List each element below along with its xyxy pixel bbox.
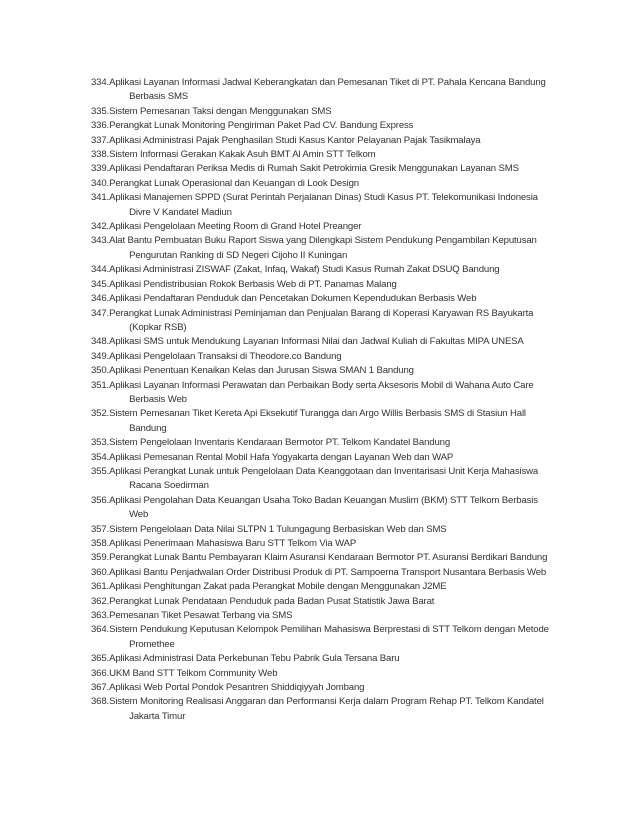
item-number: 367. xyxy=(91,682,110,694)
list-item xyxy=(91,364,571,378)
item-title-text: Alat Bantu Pembuatan Buku Raport Siswa yang Dilengkapi Sistem Pendukung Pengambilan Keputusan xyxy=(109,235,537,247)
item-number: 337. xyxy=(91,134,110,146)
item-number: 347. xyxy=(91,307,110,319)
item-title xyxy=(109,667,571,681)
item-title-text: Perangkat Lunak Administrasi Peminjaman dan Penjualan Barang di Koperasi Karyawan RS Bayukarta xyxy=(109,307,534,319)
item-title-text: Aplikasi Bantu Penjadwalan Order Distribusi Produk di PT. Sampoerna Transport Nusantara Berbasis Web xyxy=(109,566,547,578)
item-number: 341. xyxy=(91,192,110,204)
item-title xyxy=(109,234,571,263)
list-item xyxy=(91,234,571,263)
item-number: 362. xyxy=(91,595,110,607)
item-title xyxy=(109,191,571,220)
item-title-text: Aplikasi Pengolahan Data Keuangan Usaha Toko Badan Keuangan Muslim (BKM) STT Telkom Berbasis xyxy=(109,494,538,506)
item-title xyxy=(109,263,571,277)
item-title xyxy=(109,523,571,537)
item-title-text: Sistem Monitoring Realisasi Anggaran dan Performansi Kerja dalam Program Rehap PT. Telkom Kandatel xyxy=(109,696,544,708)
item-title-text: Aplikasi Pendaftaran Penduduk dan Pencetakan Dokumen Kependudukan Berbasis Web xyxy=(109,293,477,305)
item-number: 336. xyxy=(91,120,110,132)
item-title xyxy=(109,350,571,364)
list-item xyxy=(91,451,571,465)
list-item xyxy=(91,494,571,523)
item-title xyxy=(109,335,571,349)
item-title xyxy=(109,379,571,408)
item-number: 351. xyxy=(91,379,110,391)
list-item xyxy=(91,263,571,277)
item-title xyxy=(109,278,571,292)
item-title-text: Aplikasi Layanan Informasi Perawatan dan Perbaikan Body serta Aksesoris Mobil di Wahana Auto Care xyxy=(109,379,534,391)
item-title-text: Perangkat Lunak Bantu Pembayaran Klaim Asuransi Kendaraan Bermotor PT. Asuransi Berdikari Bandung xyxy=(109,552,548,564)
list-item xyxy=(91,436,571,450)
item-number: 346. xyxy=(91,293,110,305)
item-title xyxy=(109,407,571,436)
list-item xyxy=(91,609,571,623)
item-title xyxy=(109,119,571,133)
item-title xyxy=(109,580,571,594)
item-title xyxy=(109,220,571,234)
item-number: 350. xyxy=(91,365,110,377)
list-item xyxy=(91,76,571,105)
item-number: 340. xyxy=(91,177,110,189)
item-number: 338. xyxy=(91,149,110,161)
list-item xyxy=(91,407,571,436)
list-item xyxy=(91,681,571,695)
item-title-text: Aplikasi Perangkat Lunak untuk Pengelolaan Data Keanggotaan dan Inventarisasi Unit Kerja Mahasiswa xyxy=(109,465,539,477)
list-item xyxy=(91,652,571,666)
item-number: 335. xyxy=(91,105,110,117)
item-title xyxy=(109,364,571,378)
item-title xyxy=(109,177,571,191)
item-title-continuation: Divre V Kandatel Madiun xyxy=(129,206,232,218)
list-item xyxy=(91,537,571,551)
list-item xyxy=(91,191,571,220)
item-number: 345. xyxy=(91,278,110,290)
item-title xyxy=(109,623,571,652)
list-item xyxy=(91,148,571,162)
item-title xyxy=(109,105,571,119)
item-number: 368. xyxy=(91,696,110,708)
item-title xyxy=(109,551,571,565)
item-title-text: Aplikasi Administrasi ZISWAF (Zakat, Infaq, Wakaf) Studi Kasus Rumah Zakat DSUQ Bandung xyxy=(109,264,500,276)
list-item xyxy=(91,379,571,408)
list-item xyxy=(91,551,571,565)
list-item xyxy=(91,134,571,148)
item-title-text: Aplikasi Pengelolaan Meeting Room di Grand Hotel Preanger xyxy=(109,221,362,233)
item-title-text: Aplikasi Penentuan Kenaikan Kelas dan Jurusan Siswa SMAN 1 Bandung xyxy=(109,365,414,377)
item-title-continuation: Promethee xyxy=(129,638,175,650)
list-item xyxy=(91,220,571,234)
item-title-text: Sistem Pengelolaan Data Nilai SLTPN 1 Tulungagung Berbasiskan Web dan SMS xyxy=(109,523,447,535)
item-title xyxy=(109,681,571,695)
item-number: 357. xyxy=(91,523,110,535)
item-title xyxy=(109,566,571,580)
list-item xyxy=(91,307,571,336)
item-number: 342. xyxy=(91,221,110,233)
list-item xyxy=(91,162,571,176)
item-number: 356. xyxy=(91,494,110,506)
item-number: 334. xyxy=(91,77,110,88)
item-number: 366. xyxy=(91,667,110,679)
item-title-text: Aplikasi Pemesanan Rental Mobil Hafa Yogyakarta dengan Layanan Web dan WAP xyxy=(109,451,454,463)
item-title-text: Sistem Pemesanan Tiket Kereta Api Eksekutif Turangga dan Argo Willis Berbasis SMS di Stasiun Hall xyxy=(109,408,526,420)
item-title xyxy=(109,451,571,465)
item-title-continuation: Bandung xyxy=(129,422,167,434)
item-title-text: UKM Band STT Telkom Community Web xyxy=(109,667,278,679)
item-title-text: Sistem Pengelolaan Inventaris Kendaraan Bermotor PT. Telkom Kandatel Bandung xyxy=(109,437,451,449)
item-number: 343. xyxy=(91,235,110,247)
item-title-continuation: Web xyxy=(129,509,149,521)
item-number: 361. xyxy=(91,581,110,593)
item-title xyxy=(109,494,571,523)
list-item xyxy=(91,566,571,580)
list-item xyxy=(91,335,571,349)
item-title-text: Aplikasi SMS untuk Mendukung Layanan Informasi Nilai dan Jadwal Kuliah di Fakultas MIPA UNESA xyxy=(109,336,524,348)
item-title-text: Sistem Pemesanan Taksi dengan Menggunakan SMS xyxy=(109,105,332,117)
item-number: 355. xyxy=(91,465,110,477)
list-item xyxy=(91,695,571,724)
item-title-text: Aplikasi Administrasi Pajak Penghasilan Studi Kasus Kantor Pelayanan Pajak Tasikmalaya xyxy=(109,134,481,146)
item-title xyxy=(109,436,571,450)
item-title-text: Sistem Informasi Gerakan Kakak Asuh BMT Al Amin STT Telkom xyxy=(109,149,376,161)
item-title xyxy=(109,595,571,609)
list-item xyxy=(91,523,571,537)
item-title xyxy=(109,76,571,105)
list-item xyxy=(91,623,571,652)
item-title-continuation: Berbasis SMS xyxy=(129,91,189,103)
item-number: 358. xyxy=(91,538,110,549)
item-number: 365. xyxy=(91,653,110,665)
item-title-text: Aplikasi Pengelolaan Transaksi di Theodore.co Bandung xyxy=(109,350,342,362)
list-item xyxy=(91,465,571,494)
item-title-text: Aplikasi Manajemen SPPD (Surat Perintah Perjalanan Dinas) Studi Kasus PT. Telekomunikasi Indonesia xyxy=(109,192,538,204)
item-title xyxy=(109,134,571,148)
item-title-text: Aplikasi Pendaftaran Periksa Medis di Rumah Sakit Petrokimia Gresik Menggunakan Layanan SMS xyxy=(109,163,519,175)
item-number: 352. xyxy=(91,408,110,420)
list-item xyxy=(91,105,571,119)
item-number: 349. xyxy=(91,350,110,362)
list-item xyxy=(91,278,571,292)
item-title-text: Perangkat Lunak Pendataan Penduduk pada Badan Pusat Statistik Jawa Barat xyxy=(109,595,435,607)
item-title xyxy=(109,652,571,666)
item-title-text: Aplikasi Penerimaan Mahasiswa Baru STT Telkom Via WAP xyxy=(109,538,357,549)
item-number: 339. xyxy=(91,163,110,175)
item-title-text: Perangkat Lunak Monitoring Pengiriman Paket Pad CV. Bandung Express xyxy=(109,120,414,132)
item-title-continuation: Pengurutan Ranking di SD Negeri Cijoho II Kuningan xyxy=(129,249,348,261)
item-title xyxy=(109,465,571,494)
item-title xyxy=(109,162,571,176)
item-title-continuation: Jakarta Timur xyxy=(129,710,186,722)
item-number: 354. xyxy=(91,451,110,463)
item-number: 364. xyxy=(91,624,110,636)
item-number: 359. xyxy=(91,552,110,564)
item-title-text: Perangkat Lunak Operasional dan Keuangan di Look Design xyxy=(109,177,359,189)
item-number: 360. xyxy=(91,566,110,578)
list-item xyxy=(91,595,571,609)
list-item xyxy=(91,177,571,191)
item-title xyxy=(109,537,571,551)
list-item xyxy=(91,350,571,364)
thesis-title-list xyxy=(91,76,571,724)
item-number: 353. xyxy=(91,437,110,449)
item-title xyxy=(109,307,571,336)
item-title-text: Aplikasi Web Portal Pondok Pesantren Shiddiqiyyah Jombang xyxy=(109,682,365,694)
list-item xyxy=(91,292,571,306)
item-number: 363. xyxy=(91,610,110,622)
item-title xyxy=(109,695,571,724)
item-title-text: Pemesanan Tiket Pesawat Terbang via SMS xyxy=(109,610,293,622)
item-number: 344. xyxy=(91,264,110,276)
list-item xyxy=(91,119,571,133)
item-title-text: Sistem Pendukung Keputusan Kelompok Pemilihan Mahasiswa Berprestasi di STT Telkom dengan Metode xyxy=(109,624,549,636)
list-item xyxy=(91,667,571,681)
item-title-text: Aplikasi Penghitungan Zakat pada Perangkat Mobile dengan Menggunakan J2ME xyxy=(109,581,447,593)
item-number: 348. xyxy=(91,336,110,348)
item-title-continuation: Racana Soedirman xyxy=(129,480,209,492)
item-title-continuation: Berbasis Web xyxy=(129,393,187,405)
item-title-continuation: (Kopkar RSB) xyxy=(129,321,187,333)
item-title-text: Aplikasi Administrasi Data Perkebunan Tebu Pabrik Gula Tersana Baru xyxy=(109,653,400,665)
item-title xyxy=(109,292,571,306)
item-title-text: Aplikasi Pendistribusian Rokok Berbasis Web di PT. Panamas Malang xyxy=(109,278,397,290)
item-title xyxy=(109,609,571,623)
item-title xyxy=(109,148,571,162)
item-title-text: Aplikasi Layanan Informasi Jadwal Keberangkatan dan Pemesanan Tiket di PT. Pahala Kencana Bandung xyxy=(109,77,546,88)
list-item xyxy=(91,580,571,594)
